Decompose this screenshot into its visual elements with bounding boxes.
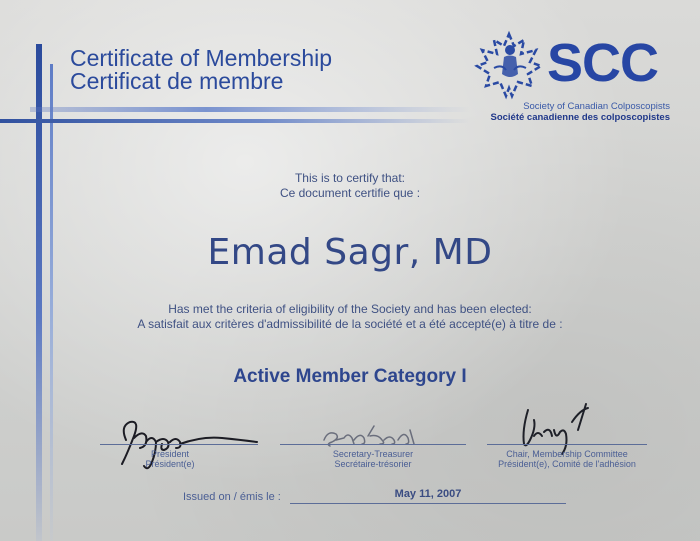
decorative-horizontal-line-secondary [30, 107, 470, 112]
logo-acronym: SCC [547, 33, 659, 93]
membership-category: Active Member Category I [233, 366, 467, 387]
statement-english: Has met the criteria of eligibility of the Society and has been elected: [168, 302, 532, 316]
logo-name-english: Society of Canadian Colposcopists [523, 101, 670, 112]
certify-text-french: Ce document certifie que : [279, 186, 421, 200]
chair-signature-line [487, 444, 647, 445]
recipient-name: Emad Sagr, MD [207, 232, 493, 273]
decorative-horizontal-line [0, 119, 470, 123]
chair-title-french: Président(e), Comité de l'adhésion [498, 459, 636, 469]
certify-text-english: This is to certify that: [294, 171, 406, 185]
president-title-french: Président(e) [145, 459, 195, 469]
issued-date: May 11, 2007 [394, 488, 462, 500]
president-signature-line [100, 444, 258, 445]
issued-label: Issued on / émis le : [183, 491, 281, 503]
secretary-signature-line [280, 444, 466, 445]
secretary-title-english: Secretary-Treasurer [332, 449, 414, 459]
secretary-signature [318, 420, 428, 450]
chair-label [487, 449, 647, 469]
title-english: Certificate of Membership [70, 45, 333, 71]
statement-french: A satisfait aux critères d'admissibilité de la société et a été accepté(e) à titre de : [137, 317, 563, 331]
secretary-label [280, 449, 466, 469]
certificate-title [70, 47, 332, 93]
president-label [120, 449, 220, 469]
logo-name-french: Société canadienne des colposcopistes [490, 112, 670, 123]
maple-leaf-figure-icon [474, 30, 544, 100]
secretary-title-french: Secrétaire-trésorier [334, 459, 412, 469]
president-title-english: President [150, 449, 190, 459]
chair-title-english: Chair, Membership Committee [506, 449, 628, 459]
issued-date-line [290, 503, 566, 504]
title-french: Certificat de membre [70, 68, 284, 94]
